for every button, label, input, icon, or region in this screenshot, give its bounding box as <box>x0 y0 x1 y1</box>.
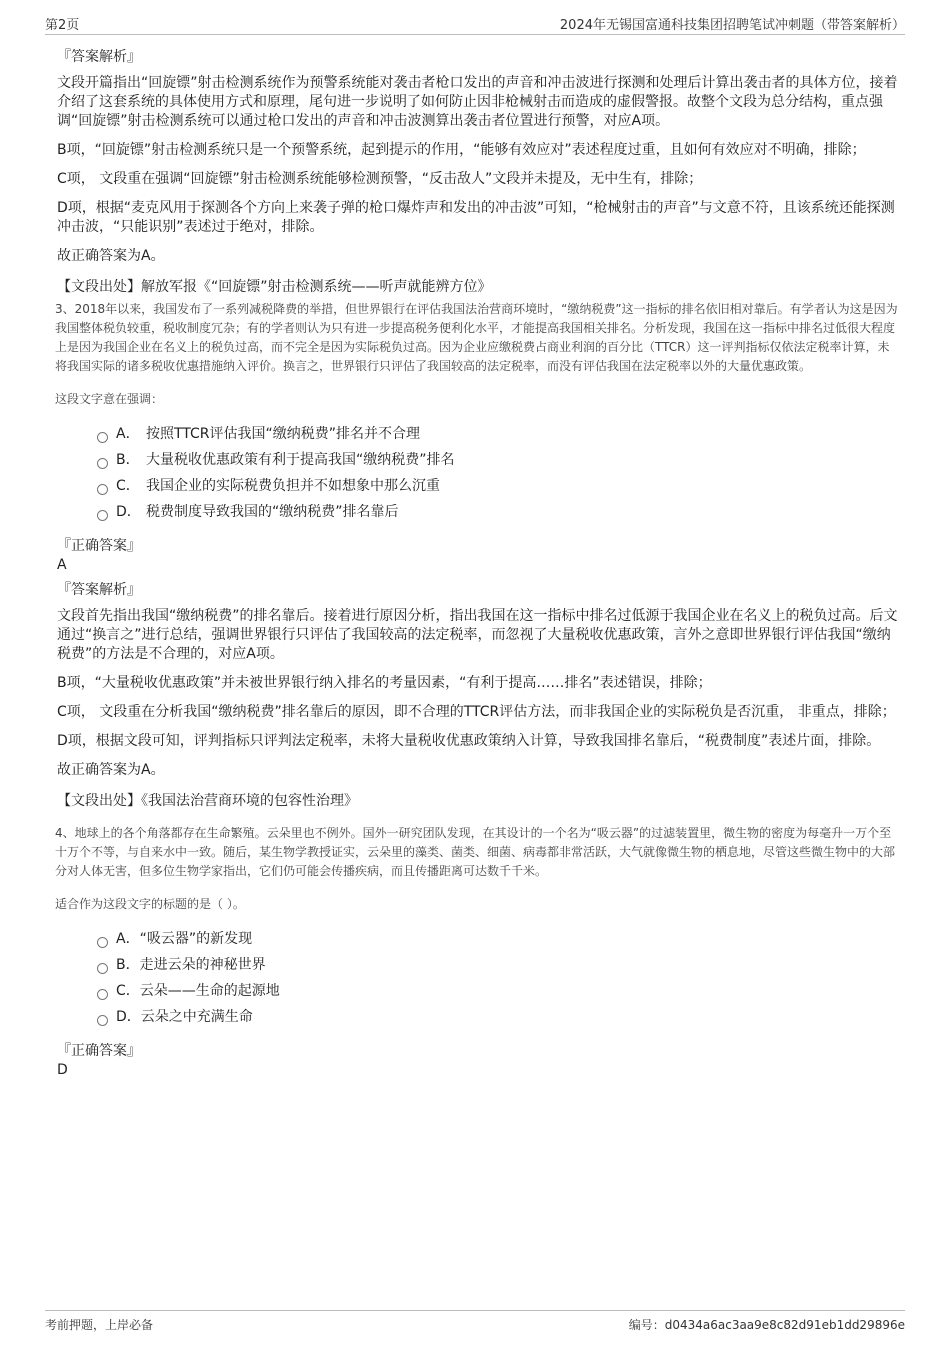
option-letter: B． <box>116 452 140 468</box>
option-a[interactable] <box>97 926 900 952</box>
page-footer <box>45 1310 905 1335</box>
question-3-options <box>97 421 900 525</box>
answer-analysis-label: 『答案解析』 <box>57 49 141 65</box>
option-text: “吸云器”的新发现 <box>139 931 253 947</box>
radio-icon[interactable] <box>97 1015 108 1026</box>
option-c[interactable] <box>97 978 900 1004</box>
analysis-paragraph: D项，根据“麦克风用于探测各个方向上来袭子弹的枪口爆炸声和发出的冲击波”可知，“枪械射击的声音”与文意不符，且该系统还能探测冲击波，“只能识别”表述过于绝对，排除。 <box>57 200 895 235</box>
analysis-paragraph: B项，“回旋镖”射击检测系统只是一个预警系统，起到提示的作用，“能够有效应对”表述程度过重，且如何有效应对不明确，排除； <box>57 142 866 158</box>
option-letter: C． <box>116 478 140 494</box>
document-id: 编号：d0434a6ac3aa9e8c82d91eb1dd29896e <box>628 1318 905 1332</box>
analysis-conclusion: 故正确答案为A。 <box>57 762 165 778</box>
analysis-paragraph: C项， 文段重在分析我国“缴纳税费”排名靠后的原因，即不合理的TTCR评估方法，而非我国企业的实际税负是否沉重， 非重点，排除； <box>57 704 896 720</box>
option-text: 税费制度导致我国的“缴纳税费”排名靠后 <box>146 504 399 520</box>
option-text: 我国企业的实际税费负担并不如想象中那么沉重 <box>146 478 440 494</box>
option-c[interactable] <box>97 473 900 499</box>
correct-answer-label: 『正确答案』 <box>57 1043 141 1059</box>
option-letter: D． <box>116 504 141 520</box>
option-letter: A． <box>116 931 140 947</box>
radio-icon[interactable] <box>97 484 108 495</box>
option-text: 大量税收优惠政策有利于提高我国“缴纳税费”排名 <box>146 452 455 468</box>
option-text: 走进云朵的神秘世界 <box>139 957 266 973</box>
source-citation: 【文段出处】解放军报《“回旋镖”射击检测系统——听声就能辨方位》 <box>57 279 492 295</box>
radio-icon[interactable] <box>97 963 108 974</box>
page-content <box>55 42 900 1084</box>
radio-icon[interactable] <box>97 458 108 469</box>
page-header <box>45 12 905 35</box>
radio-icon[interactable] <box>97 510 108 521</box>
page-number: 第2页 <box>45 18 80 33</box>
question-3-text: 3、2018年以来，我国发布了一系列减税降费的举措，但世界银行在评估我国法治营商环境时，“缴纳税费”这一指标的排名依旧相对靠后。有学者认为这是因为我国整体税负较重，税收制度冗杂；有的学者则认为只有进一步提高税务便利化水平，才能提高我国相关排名。分析发现，我国在这一指标中排名过低很大程度上是因为我国企业在名义上的税负过高，而不完全是因为实际税负过高。因为企业应缴税费占商业利润的百分比（TTCR）这一评判指标仅依法定税率计算，未将我国实际的诸多税收优惠措施纳入评价。换言之，世界银行只评估了我国较高的法定税率，而没有评估我国在法定税率以外的大量优惠政策。 <box>55 302 898 373</box>
question-4-options <box>97 926 900 1030</box>
analysis-paragraph: B项，“大量税收优惠政策”并未被世界银行纳入排名的考量因素，“有利于提高……排名”表述错误，排除； <box>57 675 712 691</box>
analysis-paragraph: D项，根据文段可知，评判指标只评判法定税率，未将大量税收优惠政策纳入计算，导致我国排名靠后，“税费制度”表述片面，排除。 <box>57 733 881 749</box>
option-letter: D． <box>116 1009 141 1025</box>
analysis-conclusion: 故正确答案为A。 <box>57 248 165 264</box>
correct-answer: A <box>57 557 67 573</box>
analysis-paragraph: C项， 文段重在强调“回旋镖”射击检测系统能够检测预警，“反击敌人”文段并未提及，无中生有，排除； <box>57 171 703 187</box>
option-b[interactable] <box>97 952 900 978</box>
option-letter: B． <box>116 957 140 973</box>
correct-answer: D <box>57 1062 68 1078</box>
question-4-prompt: 适合作为这段文字的标题的是（ ）。 <box>55 897 245 911</box>
option-d[interactable] <box>97 499 900 525</box>
option-text: 云朵之中充满生命 <box>140 1009 253 1025</box>
radio-icon[interactable] <box>97 989 108 1000</box>
answer-analysis-label: 『答案解析』 <box>57 582 141 598</box>
question-3-prompt: 这段文字意在强调： <box>55 392 164 406</box>
option-text: 按照TTCR评估我国“缴纳税费”排名并不合理 <box>146 426 421 442</box>
option-b[interactable] <box>97 447 900 473</box>
analysis-paragraph: 文段首先指出我国“缴纳税费”的排名靠后。接着进行原因分析，指出我国在这一指标中排名过低源于我国企业在名义上的税负过高。后文通过“换言之”进行总结，强调世界银行只评估了我国较高的法定税率，而忽视了大量税收优惠政策，言外之意即世界银行评估我国“缴纳税费”的方法是不合理的，对应A项。 <box>57 608 898 662</box>
document-title: 2024年无锡国富通科技集团招聘笔试冲刺题（带答案解析） <box>559 18 905 33</box>
radio-icon[interactable] <box>97 432 108 443</box>
footer-slogan: 考前押题，上岸必备 <box>45 1318 154 1332</box>
analysis-paragraph: 文段开篇指出“回旋镖”射击检测系统作为预警系统能对袭击者枪口发出的声音和冲击波进行探测和处理后计算出袭击者的具体方位，接着介绍了这套系统的具体使用方式和原理，尾句进一步说明了如何防止因非枪械射击而造成的虚假警报。故整个文段为总分结构，重点强调“回旋镖”射击检测系统可以通过枪口发出的声音和冲击波测算出袭击者位置进行预警，对应A项。 <box>57 75 898 129</box>
radio-icon[interactable] <box>97 937 108 948</box>
correct-answer-label: 『正确答案』 <box>57 538 141 554</box>
option-d[interactable] <box>97 1004 900 1030</box>
option-a[interactable] <box>97 421 900 447</box>
source-citation: 【文段出处】《我国法治营商环境的包容性治理》 <box>57 793 358 809</box>
option-letter: C． <box>116 983 140 999</box>
option-letter: A． <box>116 426 140 442</box>
option-text: 云朵——生命的起源地 <box>139 983 280 999</box>
question-4-text: 4、地球上的各个角落都存在生命繁殖。云朵里也不例外。国外一研究团队发现，在其设计的一个名为“吸云器”的过滤装置里，微生物的密度为每毫升一万个至十万个不等，与自来水中一致。随后，某生物学教授证实，云朵里的藻类、菌类、细菌、病毒都非常活跃，大气就像微生物的栖息地，尽管这些微生物中的大部分对人体无害，但多位生物学家指出，它们仍可能会传播疾病，而且传播距离可达数千千米。 <box>55 826 896 878</box>
